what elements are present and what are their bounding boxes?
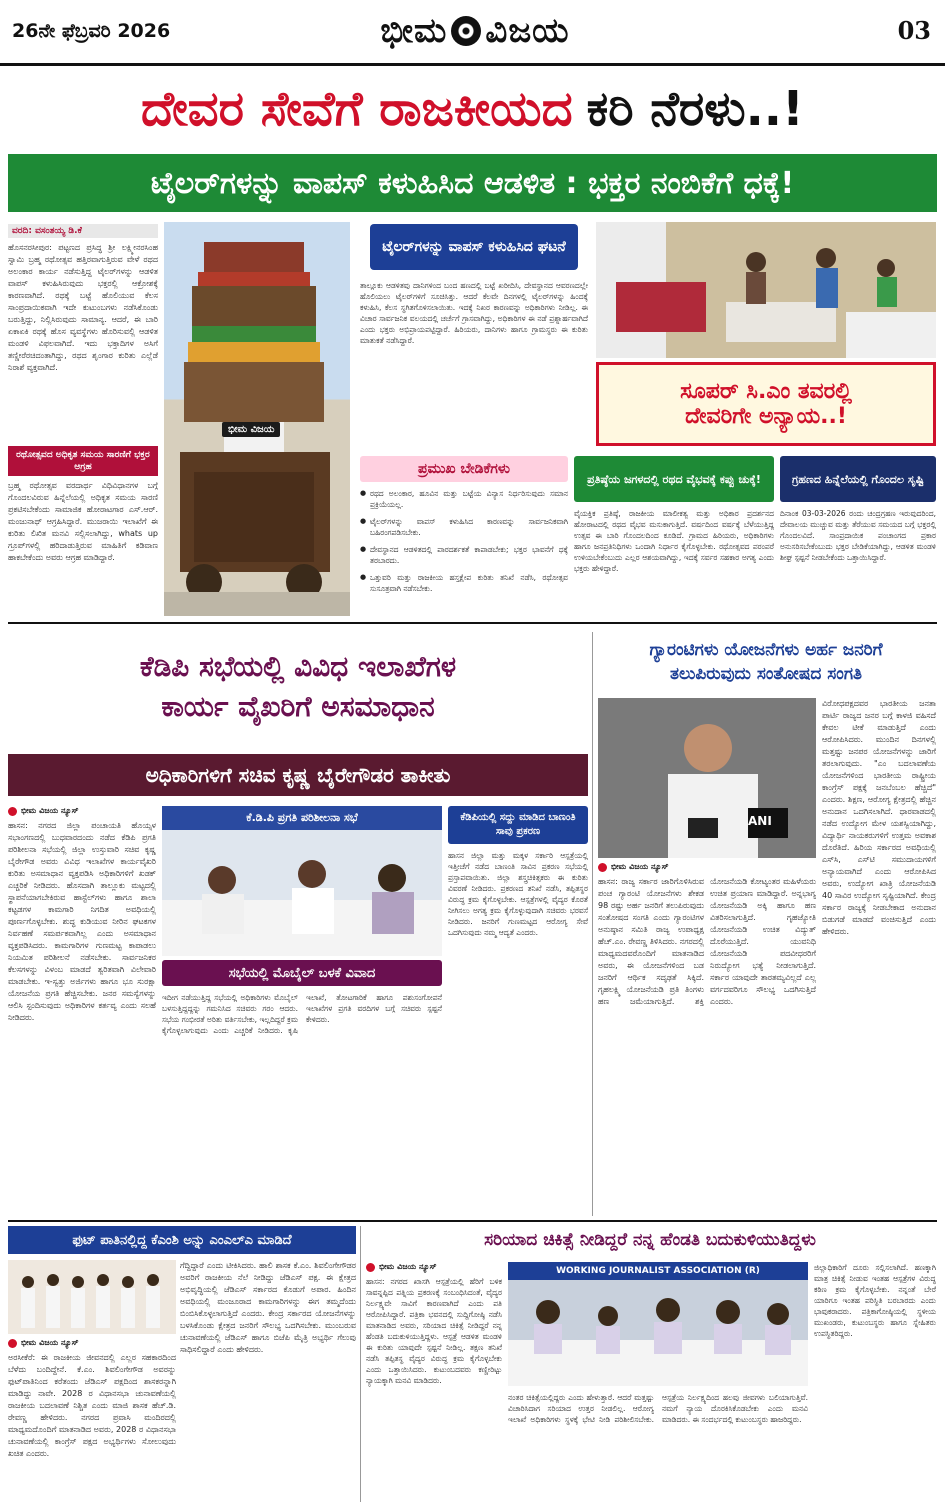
meeting-illustration xyxy=(596,222,936,358)
wife-byline xyxy=(366,1262,502,1272)
demands-list xyxy=(360,488,568,614)
guarantee-right-text: ವಿರೋಧಪಕ್ಷದವರ ಭಾರತೀಯ ಜನತಾ ಪಾರ್ಟಿ ರಾಜ್ಯದ ಜನರ ಬಗ್ಗೆ ಕಾಳಜಿ ವಹಿಸದೆ ಕೇವಲ ಟೀಕೆ ಮಾಡುತ್ತಿದೆ ಎಂದು ಆರೋಪಿಸಿದರು. ಮುಂದಿನ ದಿನಗಳಲ್ಲಿ ಮತ್ತಷ್ಟು ಜನಪರ ಯೋಜನೆಗಳನ್ನು ಜಾರಿಗೆ ತರಲಾಗುವುದು. "ಎಂ ಬದಲಾವಣೆಯ ಯೋಜನೆಗಳಿಂದ ಭಾರತೀಯ ರಾಷ್ಟ್ರೀಯ ಕಾಂಗ್ರೆಸ್ ಪಕ್ಷಕ್ಕೆ ಜನಬೆಂಬಲ ಹೆಚ್ಚಿದೆ" ಎಂದರು. ಶಿಕ್ಷಣ, ಆರೋಗ್ಯ ಕ್ಷೇತ್ರದಲ್ಲಿ ಹೆಚ್ಚಿನ ಅನುದಾನ ಒದಗಿಸಲಾಗಿದೆ. ಧಾರವಾಡದಲ್ಲಿ ನಡೆದ ಉದ್ಯೋಗ ಮೇಳ ಯಶಸ್ವಿಯಾಗಿದ್ದು, ವಿದ್ಯಾರ್ಥಿ ನಾಯಕರುಗಳಿಗೆ ಉತ್ತಮ ಅವಕಾಶ ದೊರೆತಿದೆ. ಹಿರಿಯ ಸರ್ಕಾರದ ಅವಧಿಯಲ್ಲಿ ಎಸ್‌ಸಿ, ಎಸ್‌ಟಿ ಸಮುದಾಯಗಳಿಗೆ ಅನ್ಯಾಯವಾಗಿದೆ ಎಂದು ಆರೋಪಿಸಿದ ಅವರು, ಉದ್ಯೋಗ ಖಾತ್ರಿ ಯೋಜನೆಯಡಿ 40 ಸಾವಿರ ಉದ್ಯೋಗ ಸೃಷ್ಟಿಯಾಗಿದೆ. ಕೇಂದ್ರ ಸರ್ಕಾರ ರಾಜ್ಯಕ್ಕೆ ನೀಡಬೇಕಾದ ಅನುದಾನ ಬಿಡುಗಡೆ ಮಾಡದೆ ವಂಚಿಸುತ್ತಿದೆ ಎಂದು ಹೇಳಿದರು. xyxy=(822,699,936,936)
byline-dot-icon xyxy=(366,1263,375,1272)
byline-dot-icon xyxy=(8,1339,17,1348)
masthead xyxy=(0,0,945,66)
super-cm-box xyxy=(596,362,936,446)
guarantee-byline xyxy=(598,862,816,872)
meeting-photo xyxy=(596,222,936,358)
page-number: 03 xyxy=(897,16,931,45)
demand-item: ● ಒತ್ತುವರಿ ಮತ್ತು ರಾಜಕೀಯ ಹಸ್ತಕ್ಷೇಪ ಕುರಿತು ತನಿಖೆ ನಡೆಸಿ, ರಥೋತ್ಸವ ಸುಸೂತ್ರವಾಗಿ ನಡೆಸಬೇಕು. xyxy=(360,572,568,594)
kdp-headline xyxy=(8,632,588,742)
wife-mid-text: ನಂತರ ಚಿಕಿತ್ಸೆಯಲ್ಲಿದ್ದರು ಎಂದು ಹೇಳುತ್ತಾರೆ. ಆದರೆ ಮತ್ತಷ್ಟು ವಿಚಾರಿಸಿದಾಗ ಸರಿಯಾದ ಉತ್ತರ ನೀಡಲಿಲ್ಲ. ಆರೋಗ್ಯ ಇಲಾಖೆ ಅಧಿಕಾರಿಗಳು ಸ್ಥಳಕ್ಕೆ ಭೇಟಿ ನೀಡಿ ಪರಿಶೀಲಿಸಬೇಕು. ಆಸ್ಪತ್ರೆಯ ನಿರ್ಲಕ್ಷ್ಯದಿಂದ ಹಲವು ಜೀವಗಳು ಬಲಿಯಾಗುತ್ತಿವೆ. ನಮಗೆ ನ್ಯಾಯ ದೊರಕಿಸಿಕೊಡಬೇಕು ಎಂದು ಮನವಿ ಮಾಡಿದರು. ಈ ಸಂದರ್ಭದಲ್ಲಿ ಕುಟುಂಬಸ್ಥರು ಹಾಜರಿದ್ದರು. xyxy=(508,1393,808,1424)
demands-box xyxy=(360,456,568,616)
fraud-title: ಕೆಡಿಪಿಯಲ್ಲಿ ಸದ್ದು ಮಾಡಿದ ಬಾಣಂತಿ ಸಾವು ಪ್ರಕರಣ xyxy=(448,806,588,844)
kdp-column xyxy=(8,806,156,1216)
wife-column xyxy=(366,1262,502,1502)
guarantee-column xyxy=(598,862,816,1216)
photo-watermark: ಭೀಮ ವಿಜಯ xyxy=(222,422,280,437)
column-divider xyxy=(592,632,593,1216)
chariot-photo xyxy=(164,222,350,616)
super-box-line2: ದೇವರಿಗೇ ಅನ್ಯಾಯ..! xyxy=(685,404,847,429)
eclipse-title: ಗ್ರಹಣದ ಹಿನ್ನೆಲೆಯಲ್ಲಿ ಗೊಂದಲ ಸೃಷ್ಟಿ xyxy=(780,456,936,502)
kdp-meeting-photo xyxy=(162,806,442,956)
newspaper-logo xyxy=(320,6,630,56)
kdp-byline xyxy=(8,806,156,816)
fraud-box xyxy=(448,806,588,956)
kdp-col-text: ಹಾಸನ: ನಗರದ ಜಿಲ್ಲಾ ಪಂಚಾಯತಿ ಹೊಯ್ಸಳ ಸಭಾಂಗಣದಲ್ಲಿ ಬುಧವಾರದಂದು ನಡೆದ ಕೆಡಿಪಿ ಪ್ರಗತಿ ಪರಿಶೀಲನಾ ಸಭೆಯಲ್ಲಿ ಜಿಲ್ಲಾ ಉಸ್ತುವಾರಿ ಸಚಿವ ಕೃಷ್ಣ ಬೈರೇಗೌಡ ಅವರು ವಿವಿಧ ಇಲಾಖೆಗಳ ಕಾರ್ಯವೈಖರಿ ಕುರಿತು ಅಸಮಾಧಾನ ವ್ಯಕ್ತಪಡಿಸಿ ಅಧಿಕಾರಿಗಳಿಗೆ ಖಡಕ್ ಎಚ್ಚರಿಕೆ ನೀಡಿದರು. ಹೊಸದಾಗಿ ತಾಲ್ಲೂಕು ಮಟ್ಟದಲ್ಲಿ ಸ್ಥಾಪನೆಯಾಗಬೇಕಿರುವ ಹಾಸ್ಟೆಲ್‌ಗಳು ಹಾಗೂ ಶಾಲಾ ಕಟ್ಟಡಗಳ ಕಾಮಗಾರಿ ನಿಗದಿತ ಅವಧಿಯಲ್ಲಿ ಪೂರ್ಣಗೊಳ್ಳಬೇಕು. ಶುದ್ಧ ಕುಡಿಯುವ ನೀರಿನ ಘಟಕಗಳ ನಿರ್ವಹಣೆ ಸಮರ್ಪಕವಾಗಿಲ್ಲ ಎಂದು ಅಸಮಾಧಾನ ವ್ಯಕ್ತಪಡಿಸಿದರು. ಕಾಮಗಾರಿಗಳ ಗುಣಮಟ್ಟ ಕಾಪಾಡಲು ನಿಯಮಿತ ಪರಿಶೀಲನೆ ನಡೆಸಬೇಕು. ಸಾರ್ವಜನಿಕರ ಕೆಲಸಗಳನ್ನು ವಿಳಂಬ ಮಾಡದೆ ತ್ವರಿತವಾಗಿ ವಿಲೇವಾರಿ ಮಾಡಬೇಕು. ಇ-ಸ್ವತ್ತು ಅರ್ಜಿಗಳು ಹಾಗೂ ಭೂ ಸುರಕ್ಷಾ ಯೋಜನೆಯ ಪ್ರಗತಿ ಹೆಚ್ಚಿಸಬೇಕು. ಜನರ ಸಮಸ್ಯೆಗಳನ್ನು ಆಲಿಸಿ ಸ್ಪಂದಿಸುವುದು ಅಧಿಕಾರಿಗಳ ಕರ್ತವ್ಯ ಎಂದು ಸಲಹೆ ನೀಡಿದರು. xyxy=(8,821,156,1022)
lead-subhead: ಟೈಲರ್‌ಗಳನ್ನು ವಾಪಸ್ ಕಳುಹಿಸಿದ ಆಡಳಿತ : ಭಕ್ತರ ನಂಬಿಕೆಗೆ ಧಕ್ಕೆ! xyxy=(8,154,937,212)
wife-headline: ಸರಿಯಾದ ಚಿಕಿತ್ಸೆ ನೀಡಿದ್ದರೆ ನನ್ನ ಹೆಂಡತಿ ಬದುಕುಳಿಯುತಿದ್ದಳು xyxy=(484,1230,816,1250)
kdp-subhead: ಅಧಿಕಾರಿಗಳಿಗೆ ಸಚಿವ ಕೃಷ್ಣ ಬೈರೇಗೌಡರ ತಾಕೀತು xyxy=(8,754,588,796)
demand-item: ● ದೇವಸ್ಥಾನದ ಆಡಳಿತದಲ್ಲಿ ಪಾರದರ್ಶಕತೆ ಕಾಪಾಡಬೇಕು; ಭಕ್ತರ ಭಾವನೆಗೆ ಧಕ್ಕೆ ತರಬಾರದು. xyxy=(360,544,568,566)
press-meet-illustration xyxy=(598,698,816,858)
lead-byline: ವರದಿ: ವಸಂತಯ್ಯ ಡಿ.ಕೆ xyxy=(8,224,158,238)
section-divider xyxy=(8,1220,937,1222)
pressmeet-illustration xyxy=(508,1280,808,1386)
logo-left-text: ಭೀಮ xyxy=(380,11,448,51)
mobile-title: ಸಭೆಯಲ್ಲಿ ಮೊಬೈಲ್ ಬಳಕೆ ವಿವಾದ xyxy=(162,960,442,986)
kdp-meeting-illustration xyxy=(162,830,442,956)
guarantee-photo xyxy=(598,698,816,858)
column-divider xyxy=(360,1226,361,1502)
lead-col1-box-title: ರಥೋತ್ಸವದ ಅಧಿಕೃತ ಸಮಯ ಸಾರಣಿಗೆ ಭಕ್ತರ ಆಗ್ರಹ xyxy=(8,446,158,476)
putpath-photo-text: ಅರಸೀಕೆರೆ: ಈ ರಾಜಕೀಯ ಜೀವನದಲ್ಲಿ ಎಲ್ಲರ ಸಹಕಾರದಿಂದ ಬೆಳೆದು ಬಂದಿದ್ದೇನೆ. ಕೆ.ಎಂ. ಶಿವಲಿಂಗೇಗೌಡ ಅವರನ್ನು ಫುಟ್‌ಪಾತಿನಿಂದ ಕರೆತಂದು ಜೆಡಿಎಸ್ ಪಕ್ಷದಿಂದ ಶಾಸಕರನ್ನಾಗಿ ಮಾಡಿದ್ದು ನಾವೇ. 2028 ರ ವಿಧಾನಸಭಾ ಚುನಾವಣೆಯಲ್ಲಿ ರಾಜಕೀಯ ಬದಲಾವಣೆ ನಿಶ್ಚಿತ ಎಂದು ಮಾಜಿ ಶಾಸಕ ಹೆಚ್.ಡಿ. ರೇವಣ್ಣ ಹೇಳಿದರು. ನಗರದ ಪ್ರವಾಸಿ ಮಂದಿರದಲ್ಲಿ ಮಾಧ್ಯಮದೊಂದಿಗೆ ಮಾತನಾಡಿದ ಅವರು, 2028 ರ ವಿಧಾನಸಭಾ ಚುನಾವಣೆಯಲ್ಲಿ ಕಾಂಗ್ರೆಸ್ ಪಕ್ಷದ ಅಭ್ಯರ್ಥಿಗಳು ಸೋಲುವುದು ಖಚಿತ ಎಂದರು. xyxy=(8,1353,176,1458)
demand-item: ● ಟೈಲರ್‌ಗಳನ್ನು ವಾಪಸ್ ಕಳುಹಿಸಿದ ಕಾರಣವನ್ನು ಸಾರ್ವಜನಿಕವಾಗಿ ಬಹಿರಂಗಪಡಿಸಬೇಕು. xyxy=(360,516,568,538)
eclipse-box xyxy=(780,456,936,616)
putpath-byline-text: ಭೀಮ ವಿಜಯ ನ್ಯೂಸ್ xyxy=(21,1338,79,1347)
guarantee-col-text: ಹಾಸನ: ರಾಜ್ಯ ಸರ್ಕಾರ ಜಾರಿಗೊಳಿಸಿರುವ ಪಂಚ ಗ್ಯಾರಂಟಿ ಯೋಜನೆಗಳು ಶೇಕಡ 98 ರಷ್ಟು ಅರ್ಹ ಜನರಿಗೆ ತಲುಪಿರುವುದು ಸಂತೋಷದ ಸಂಗತಿ ಎಂದು ಗ್ಯಾರಂಟಿಗಳ ಅನುಷ್ಠಾನ ಸಮಿತಿ ರಾಜ್ಯ ಉಪಾಧ್ಯಕ್ಷ ಹೆಚ್.ಎಂ. ರೇವಣ್ಣ ತಿಳಿಸಿದರು. ನಗರದಲ್ಲಿ ಮಾಧ್ಯಮದವರೊಂದಿಗೆ ಮಾತನಾಡಿದ ಅವರು, ಈ ಯೋಜನೆಗಳಿಂದ ಬಡ ಜನರಿಗೆ ಆರ್ಥಿಕ ಸದೃಢತೆ ಸಿಕ್ಕಿದೆ. ಗೃಹಲಕ್ಷ್ಮಿ ಯೋಜನೆಯಡಿ ಪ್ರತಿ ತಿಂಗಳು ಹಣ ಜಮೆಯಾಗುತ್ತಿದೆ. ಶಕ್ತಿ ಯೋಜನೆಯಡಿ ಕೋಟ್ಯಂತರ ಮಹಿಳೆಯರು ಉಚಿತ ಪ್ರಯಾಣ ಮಾಡಿದ್ದಾರೆ. ಅನ್ನಭಾಗ್ಯ ಯೋಜನೆಯಡಿ ಅಕ್ಕಿ ಹಾಗೂ ಹಣ ವಿತರಿಸಲಾಗುತ್ತಿದೆ. ಗೃಹಜ್ಯೋತಿ ಯೋಜನೆಯಡಿ ಉಚಿತ ವಿದ್ಯುತ್ ದೊರೆಯುತ್ತಿದೆ. ಯುವನಿಧಿ ಯೋಜನೆಯಡಿ ಪದವೀಧರರಿಗೆ ನಿರುದ್ಯೋಗ ಭತ್ಯೆ ನೀಡಲಾಗುತ್ತಿದೆ. ಸರ್ಕಾರ ಯಾವುದೇ ತಾರತಮ್ಯವಿಲ್ಲದೆ ಎಲ್ಲ ವರ್ಗದವರಿಗೂ ಸೌಲಭ್ಯ ಒದಗಿಸುತ್ತಿದೆ ಎಂದರು. xyxy=(598,877,816,1006)
chakra-icon xyxy=(451,16,481,46)
lead-headline xyxy=(0,70,945,148)
byline-dot-icon xyxy=(8,807,17,816)
mic-label: ANI xyxy=(748,814,772,828)
putpath-mid-text: ಗೆದ್ದಿದ್ದಾರೆ ಎಂದು ಟೀಕಿಸಿದರು. ಹಾಲಿ ಶಾಸಕ ಕೆ.ಎಂ. ಶಿವಲಿಂಗೇಗೌಡರ ಅವರಿಗೆ ರಾಜಕೀಯ ನೆಲೆ ನೀಡಿದ್ದು ಜೆಡಿಎಸ್ ಪಕ್ಷ. ಈ ಕ್ಷೇತ್ರದ ಅಭಿವೃದ್ಧಿಯಲ್ಲಿ ಜೆಡಿಎಸ್ ಸರ್ಕಾರದ ಕೊಡುಗೆ ಅಪಾರ. ಹಿಂದಿನ ಅವಧಿಯಲ್ಲಿ ಮಂಜೂರಾದ ಕಾಮಗಾರಿಗಳನ್ನು ಈಗ ತಮ್ಮದೆಂದು ಬಿಂಬಿಸಿಕೊಳ್ಳಲಾಗುತ್ತಿದೆ ಎಂದರು. ಕೇಂದ್ರ ಸರ್ಕಾರದ ಯೋಜನೆಗಳನ್ನು ಬಳಸಿಕೊಂಡು ಕ್ಷೇತ್ರದ ಜನರಿಗೆ ಸೌಲಭ್ಯ ಒದಗಿಸಬೇಕು. ಮುಂಬರುವ ಚುನಾವಣೆಯಲ್ಲಿ ಜೆಡಿಎಸ್ ಹಾಗೂ ಬಿಜೆಪಿ ಮೈತ್ರಿ ಅಭ್ಯರ್ಥಿ ಗೆಲುವು ಸಾಧಿಸಲಿದ್ದಾರೆ ಎಂದು ಹೇಳಿದರು. xyxy=(180,1261,356,1354)
mobile-text: ಇದೀಗ ನಡೆಯುತ್ತಿದ್ದ ಸಭೆಯಲ್ಲಿ ಅಧಿಕಾರಿಗಳು ಮೊಬೈಲ್ ಬಳಸುತ್ತಿದ್ದದ್ದನ್ನು ಗಮನಿಸಿದ ಸಚಿವರು ಗರಂ ಆದರು. ಸಭೆಯ ಗಂಭೀರತೆ ಅರಿತು ವರ್ತಿಸಬೇಕು, ಇಲ್ಲದಿದ್ದರೆ ಕ್ರಮ ಕೈಗೊಳ್ಳಲಾಗುವುದು ಎಂದು ಎಚ್ಚರಿಕೆ ನೀಡಿದರು. ಕೃಷಿ ಇಲಾಖೆ, ತೋಟಗಾರಿಕೆ ಹಾಗೂ ಪಶುಸಂಗೋಪನೆ ಇಲಾಖೆಗಳ ಪ್ರಗತಿ ವರದಿಗಳ ಬಗ್ಗೆ ಸಚಿವರು ಸ್ಪಷ್ಟನೆ ಕೇಳಿದರು. xyxy=(162,993,442,1035)
wife-right-text: ಜಿಲ್ಲಾಧಿಕಾರಿಗೆ ದೂರು ಸಲ್ಲಿಸಲಾಗಿದೆ. ಹಣಕ್ಕಾಗಿ ಮಾತ್ರ ಚಿಕಿತ್ಸೆ ನೀಡುವ ಇಂತಹ ಆಸ್ಪತ್ರೆಗಳ ವಿರುದ್ಧ ಕಠಿಣ ಕ್ರಮ ಕೈಗೊಳ್ಳಬೇಕು. ನನ್ನಂತೆ ಬೇರೆ ಯಾರಿಗೂ ಇಂತಹ ಪರಿಸ್ಥಿತಿ ಬರಬಾರದು ಎಂದು ಭಾವುಕರಾದರು. ಪತ್ರಿಕಾಗೋಷ್ಠಿಯಲ್ಲಿ ಸ್ಥಳೀಯ ಮುಖಂಡರು, ಕುಟುಂಬಸ್ಥರು ಹಾಗೂ ಸ್ನೇಹಿತರು ಉಪಸ್ಥಿತರಿದ್ದರು. xyxy=(814,1263,936,1338)
lead-column-1 xyxy=(8,224,158,616)
guarantee-headline xyxy=(596,632,936,692)
putpath-headline: ಫುಟ್ ಪಾತಿನಲ್ಲಿದ್ದ ಕೆಎಂಶಿ ಅನ್ನು ಎಂಎಲ್‌ಎ ಮಾಡಿದೆ xyxy=(8,1226,356,1254)
center-text: ತಾಲ್ಲೂಕು ಆಡಳಿತವು ದಾನಿಗಳಿಂದ ಬಂದ ಹಣದಲ್ಲಿ ಬಟ್ಟೆ ಖರೀದಿಸಿ, ದೇವಸ್ಥಾನದ ಆವರಣದಲ್ಲೇ ಹೊಲಿಯಲು ಟೈಲರ್‌ಗಳಿಗೆ ಸೂಚಿಸಿತ್ತು. ಆದರೆ ಕೆಲವೇ ದಿನಗಳಲ್ಲಿ ಟೈಲರ್‌ಗಳನ್ನು ಹಿಂದಕ್ಕೆ ಕಳುಹಿಸಿ, ಕೆಲಸ ಸ್ಥಗಿತಗೊಳಿಸಲಾಯಿತು. ಇದಕ್ಕೆ ನಿಖರ ಕಾರಣವನ್ನು ಅಧಿಕಾರಿಗಳು ನೀಡಿಲ್ಲ. ಈ ವಿಚಾರ ಸಾರ್ವಜನಿಕ ವಲಯದಲ್ಲಿ ಚರ್ಚೆಗೆ ಗ್ರಾಸವಾಗಿದ್ದು, ಅಧಿಕಾರಿಗಳ ಈ ನಡೆ ಪ್ರಶ್ನಾರ್ಹವಾಗಿದೆ ಎಂದು ಭಕ್ತರು ಅಭಿಪ್ರಾಯಪಟ್ಟಿದ್ದಾರೆ. ಹಿರಿಯರು, ದಾನಿಗಳು ಹಾಗೂ ಗ್ರಾಮಸ್ಥರು ಈ ಕುರಿತು ಮಾತುಕತೆ ನಡೆಸಿದ್ದಾರೆ. xyxy=(360,281,588,345)
association-banner: WORKING JOURNALIST ASSOCIATION (R) xyxy=(508,1262,808,1280)
logo-right-text: ವಿಜಯ xyxy=(485,11,570,51)
kdp-byline-text: ಭೀಮ ವಿಜಯ ನ್ಯೂಸ್ xyxy=(21,806,79,815)
guarantee-headline-line2: ತಲುಪಿರುವುದು ಸಂತೋಷದ ಸಂಗತಿ xyxy=(669,664,863,684)
super-box-line1: ಸೂಪರ್ ಸಿ.ಎಂ ತವರಲ್ಲಿ xyxy=(680,379,852,404)
kdp-banner: ಕೆ.ಡಿ.ಪಿ ಪ್ರಗತಿ ಪರಿಶೀಲನಾ ಸಭೆ xyxy=(162,806,442,830)
prestige-box xyxy=(574,456,774,616)
putpath-column xyxy=(8,1338,176,1502)
eclipse-text: ದಿನಾಂಕ 03-03-2026 ರಂದು ಚಂದ್ರಗ್ರಹಣ ಇರುವುದರಿಂದ, ದೇವಾಲಯ ಮುಚ್ಚುವ ಮತ್ತು ತೆರೆಯುವ ಸಮಯದ ಬಗ್ಗೆ ಭಕ್ತರಲ್ಲಿ ಗೊಂದಲವಿದೆ. ಸಾಂಪ್ರದಾಯಿಕ ಪಂಚಾಂಗದ ಪ್ರಕಾರ ಅನುಸರಿಸಬೇಕೆಂಬುದು ಭಕ್ತರ ಬೇಡಿಕೆಯಾಗಿದ್ದು, ಆಡಳಿತ ಮಂಡಳಿ ಶೀಘ್ರ ಸ್ಪಷ್ಟನೆ ನೀಡಬೇಕೆಂದು ಒತ್ತಾಯಿಸಿದ್ದಾರೆ. xyxy=(780,509,936,562)
lead-headline-black: ಕರಿ ನೆರಳು..! xyxy=(586,80,804,137)
lead-col1-text: ಹೊಸನರಸೀಪುರ: ಪಟ್ಟಣದ ಪ್ರಸಿದ್ಧ ಶ್ರೀ ಲಕ್ಷ್ಮೀನರಸಿಂಹ ಸ್ವಾಮಿ ಬ್ರಹ್ಮ ರಥೋತ್ಸವ ಹತ್ತಿರವಾಗುತ್ತಿರುವ ವೇಳೆ ರಥದ ಅಲಂಕಾರ ಕಾರ್ಯ ನಡೆಸುತ್ತಿದ್ದ ಟೈಲರ್‌ಗಳನ್ನು ಆಡಳಿತ ವಾಪಸ್ ಕಳುಹಿಸಿರುವುದು ಭಕ್ತರಲ್ಲಿ ಆಕ್ರೋಶಕ್ಕೆ ಕಾರಣವಾಗಿದೆ. ರಥಕ್ಕೆ ಬಟ್ಟೆ ಹೊಲಿಯುವ ಕೆಲಸ ಸಾಂಪ್ರದಾಯಿಕವಾಗಿ ಇದೇ ಕುಟುಂಬಗಳು ನಡೆಸಿಕೊಂಡು ಬರುತ್ತಿದ್ದು, ನಿಲ್ಲಿಸಿರುವುದು ಸಾಮಾನ್ಯ. ಆದರೆ, ಈ ಬಾರಿ ಏಕಾಏಕಿ ರಥಕ್ಕೆ ಹೊಸ ವ್ಯವಸ್ಥೆಗಳು ಹೊರಿಸುವಲ್ಲಿ ಆಡಳಿತ ಮಂಡಳಿ ವಿಫಲವಾಗಿದೆ. ಇದು ಭಕ್ತಾದಿಗಳ ಅಸಿಗೆ ತಣ್ಣೀರೆರಚಿದಂತಾಗಿದ್ದು, ರಥದ ಶೃಂಗಾರ ಕುರಿತು ಎಲ್ಲೆಡೆ ನಿರಾಶೆ ವ್ಯಕ್ತವಾಗಿದೆ. xyxy=(8,243,158,372)
demands-title: ಪ್ರಮುಖ ಬೇಡಿಕೆಗಳು xyxy=(360,456,568,482)
lead-headline-red: ದೇವರ ಸೇವೆಗೆ ರಾಜಕೀಯದ xyxy=(141,80,573,137)
guarantee-byline-text: ಭೀಮ ವಿಜಯ ನ್ಯೂಸ್ xyxy=(611,862,669,871)
chariot-illustration xyxy=(164,222,350,616)
wife-col-text: ಹಾಸನ: ನಗರದ ಖಾಸಗಿ ಆಸ್ಪತ್ರೆಯಲ್ಲಿ ಹೆರಿಗೆ ಬಳಿಕ ಸಾವನ್ನಪ್ಪಿದ ಪತ್ನಿಯ ಪ್ರಕರಣಕ್ಕೆ ಸಂಬಂಧಿಸಿದಂತೆ, ವೈದ್ಯರ ನಿರ್ಲಕ್ಷ್ಯವೇ ಸಾವಿಗೆ ಕಾರಣವಾಗಿದೆ ಎಂದು ಪತಿ ಆರೋಪಿಸಿದ್ದಾರೆ. ಪತ್ರಿಕಾ ಭವನದಲ್ಲಿ ಸುದ್ದಿಗೋಷ್ಠಿ ನಡೆಸಿ ಮಾತನಾಡಿದ ಅವರು, ಸರಿಯಾದ ಚಿಕಿತ್ಸೆ ನೀಡಿದ್ದರೆ ನನ್ನ ಹೆಂಡತಿ ಬದುಕುಳಿಯುತ್ತಿದ್ದಳು. ಆಸ್ಪತ್ರೆ ಆಡಳಿತ ಮಂಡಳಿ ಈ ಕುರಿತು ಯಾವುದೇ ಸ್ಪಷ್ಟನೆ ನೀಡಿಲ್ಲ. ತಕ್ಷಣ ತನಿಖೆ ನಡೆಸಿ ತಪ್ಪಿತಸ್ಥ ವೈದ್ಯರ ವಿರುದ್ಧ ಕ್ರಮ ಕೈಗೊಳ್ಳಬೇಕು ಎಂದು ಒತ್ತಾಯಿಸಿದರು. ಕುಟುಂಬದವರು ಕಣ್ಣೀರಿಟ್ಟು ನ್ಯಾಯಕ್ಕಾಗಿ ಮನವಿ ಮಾಡಿದರು. xyxy=(366,1277,502,1385)
lead-col1-text2: ಬ್ರಹ್ಮ ರಥೋತ್ಸವ ವರದಾರ್ಥ ವಿಧಿವಿಧಾನಗಳ ಬಗ್ಗೆ ಗೊಂದಲವಿರುವ ಹಿನ್ನೆಲೆಯಲ್ಲಿ ಅಧಿಕೃತ ಸಮಯ ಸಾರಣಿ ಪ್ರಕಟಿಸಬೇಕೆಂದು ಸಾಮಾಜಿಕ ಹೋರಾಟಗಾರ ಎಸ್.ಆರ್. ಮಂಜುನಾಥ್ ಆಗ್ರಹಿಸಿದ್ದಾರೆ. ಮುಜರಾಯಿ ಇಲಾಖೆಗೆ ಈ ಕುರಿತು ಲಿಖಿತ ಮನವಿ ಸಲ್ಲಿಸಲಾಗಿದ್ದು, whats up ಗ್ರೂಪ್‌ಗಳಲ್ಲಿ ಹರಿದಾಡುತ್ತಿರುವ ಮಾಹಿತಿಗೆ ಕಡಿವಾಣ ಹಾಕಬೇಕೆಂದು ಅವರು ಆಗ್ರಹ ಮಾಡಿದ್ದಾರೆ. xyxy=(8,481,158,562)
issue-date: 26ನೇ ಫೆಬ್ರವರಿ 2026 xyxy=(12,20,171,42)
wife-pressmeet-photo xyxy=(508,1262,808,1386)
putpath-photo xyxy=(8,1260,176,1334)
section-divider xyxy=(8,622,937,624)
prestige-text: ವೈಯಕ್ತಿಕ ಪ್ರತಿಷ್ಠೆ, ರಾಜಕೀಯ ಮಾಲೀಕತ್ವ ಮತ್ತು ಅಧಿಕಾರ ಪ್ರದರ್ಶನದ ಹೋರಾಟದಲ್ಲಿ ರಥದ ವೈಭವ ಮಸುಕಾಗುತ್ತಿದೆ. ವರ್ಷದಿಂದ ವರ್ಷಕ್ಕೆ ಬೆಳೆಯುತ್ತಿದ್ದ ಉತ್ಸವ ಈ ಬಾರಿ ಗೊಂದಲದಿಂದ ಕೂಡಿದೆ. ಗ್ರಾಮದ ಹಿರಿಯರು, ಅಧಿಕಾರಿಗಳು ಹಾಗೂ ಜನಪ್ರತಿನಿಧಿಗಳು ಒಂದಾಗಿ ನಿರ್ಧಾರ ಕೈಗೊಳ್ಳಬೇಕು. ರಥೋತ್ಸವದ ಪರಂಪರೆ ಉಳಿಯಬೇಕೆಂಬುದು ಎಲ್ಲರ ಆಶಯವಾಗಿದ್ದು, ಇದಕ್ಕೆ ಸರ್ವರ ಸಹಕಾರ ಅಗತ್ಯ ಎಂದು ಭಕ್ತರು ಹೇಳಿದ್ದಾರೆ. xyxy=(574,509,774,573)
wife-byline-text: ಭೀಮ ವಿಜಯ ನ್ಯೂಸ್ xyxy=(379,1262,437,1271)
mobile-box xyxy=(162,960,442,1216)
group-photo-illustration xyxy=(8,1260,176,1334)
guarantee-headline-line1: ಗ್ಯಾರಂಟಿಗಳು ಯೋಜನೆಗಳು ಅರ್ಹ ಜನರಿಗೆ xyxy=(649,640,883,660)
byline-dot-icon xyxy=(598,863,607,872)
kdp-headline-line2: ಕಾರ್ಯ ವೈಖರಿಗೆ ಅಸಮಾಧಾನ xyxy=(161,690,435,723)
demand-item: ● ರಥದ ಅಲಂಕಾರ, ಹೂವಿನ ಮತ್ತು ಬಟ್ಟೆಯ ವಿನ್ಯಾಸ ನಿರ್ಧರಿಸುವುದು ಸಮಾನ ಪ್ರಕ್ರಿಯೆಯಲ್ಲ. xyxy=(360,488,568,510)
putpath-byline xyxy=(8,1338,176,1348)
prestige-title: ಪ್ರತಿಷ್ಠೆಯ ಜಗಳದಲ್ಲಿ ರಥದ ವೈಭವಕ್ಕೆ ಕಪ್ಪು ಚುಕ್ಕೆ! xyxy=(574,456,774,502)
fraud-text: ಹಾಸನ ಜಿಲ್ಲಾ ಮತ್ತು ಮಕ್ಕಳ ಸರ್ಕಾರಿ ಆಸ್ಪತ್ರೆಯಲ್ಲಿ ಇತ್ತೀಚೆಗೆ ನಡೆದ ಬಾಣಂತಿ ಸಾವಿನ ಪ್ರಕರಣ ಸಭೆಯಲ್ಲಿ ಪ್ರಸ್ತಾಪವಾಯಿತು. ಜಿಲ್ಲಾ ಶಸ್ತ್ರಚಿಕಿತ್ಸಕರು ಈ ಕುರಿತು ವಿವರಣೆ ನೀಡಿದರು. ಪ್ರಕರಣದ ತನಿಖೆ ನಡೆಸಿ, ತಪ್ಪಿತಸ್ಥರ ವಿರುದ್ಧ ಕ್ರಮ ಕೈಗೊಳ್ಳಬೇಕು. ಆಸ್ಪತ್ರೆಗಳಲ್ಲಿ ವೈದ್ಯರ ಕೊರತೆ ನೀಗಿಸಲು ಅಗತ್ಯ ಕ್ರಮ ಕೈಗೊಳ್ಳುವುದಾಗಿ ಸಚಿವರು ಭರವಸೆ ನೀಡಿದರು. ಜನರಿಗೆ ಗುಣಮಟ್ಟದ ಆರೋಗ್ಯ ಸೇವೆ ಒದಗಿಸುವುದು ನಮ್ಮ ಆದ್ಯತೆ ಎಂದರು. xyxy=(448,851,588,937)
center-box-title: ಟೈಲರ್‌ಗಳನ್ನು ವಾಪಸ್ ಕಳುಹಿಸಿದ ಘಟನೆ xyxy=(370,224,578,270)
lead-center-column xyxy=(360,224,588,450)
kdp-headline-line1: ಕೆಡಿಪಿ ಸಭೆಯಲ್ಲಿ ವಿವಿಧ ಇಲಾಖೆಗಳ xyxy=(139,650,457,683)
